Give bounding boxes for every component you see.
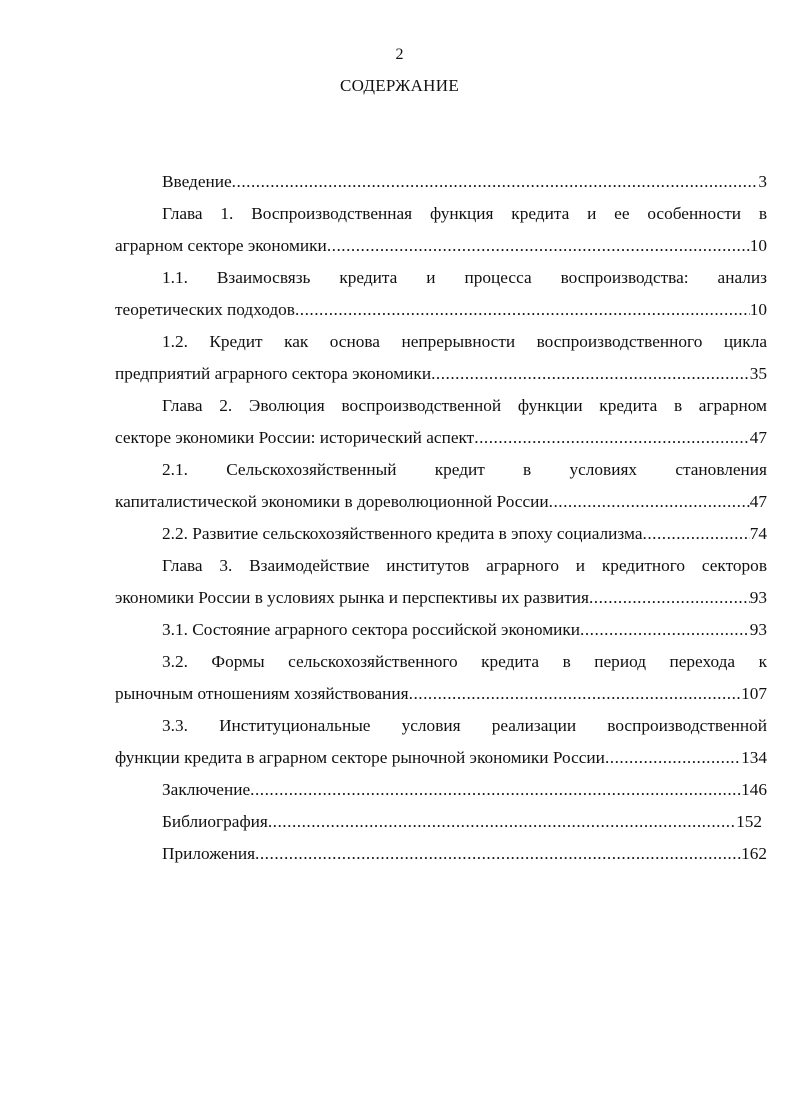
- toc-leader-dots: [255, 838, 741, 870]
- toc-leader-dots: [409, 678, 741, 710]
- toc-entry-page: 3: [758, 172, 767, 191]
- toc-entry-bibliography: [162, 806, 762, 838]
- toc-leader-dots: [232, 166, 759, 198]
- toc-entry-title: секторе экономики России: исторический аспект: [115, 428, 475, 447]
- toc-leader-dots: [643, 518, 750, 550]
- toc-entry-appendices: [162, 838, 767, 870]
- toc-entry-title: Библиография: [162, 812, 268, 831]
- toc-entry-chapter3: [115, 582, 767, 614]
- toc-entry-title: экономики России в условиях рынка и перспективы их развития: [115, 588, 589, 607]
- toc-leader-dots: [250, 774, 741, 806]
- toc-leader-dots: [589, 582, 750, 614]
- toc-entry-chapter1-lead: Глава 1. Воспроизводственная функция кредита и ее особенности в: [162, 204, 767, 223]
- toc-entry-conclusion: [162, 774, 767, 806]
- toc-entry-title: аграрном секторе экономики: [115, 236, 327, 255]
- toc-entry-2-2: [162, 518, 767, 550]
- toc-leader-dots: [580, 614, 750, 646]
- toc-entry-title: рыночным отношениям хозяйствования: [115, 684, 409, 703]
- toc-entry-intro: [162, 166, 767, 198]
- toc-entry-chapter1: [115, 230, 767, 262]
- toc-entry-title: Введение: [162, 172, 232, 191]
- toc-entry-title: Приложения: [162, 844, 256, 863]
- toc-entry-page: 47: [749, 492, 767, 511]
- toc-entry-page: 47: [749, 428, 767, 447]
- toc-entry-chapter2-lead: Глава 2. Эволюция воспроизводственной функции кредита в аграрном: [162, 396, 767, 415]
- toc-entry-3-1: [162, 614, 767, 646]
- toc-entry-2-1: [115, 486, 767, 518]
- toc-entry-page: 93: [749, 588, 767, 607]
- toc-entry-page: 10: [749, 236, 767, 255]
- toc-leader-dots: [605, 742, 741, 774]
- page-title: СОДЕРЖАНИЕ: [339, 76, 460, 95]
- toc-entry-title: предприятий аграрного сектора экономики: [115, 364, 432, 383]
- page-number: 2: [395, 46, 404, 63]
- toc-entry-title: Заключение: [162, 780, 251, 799]
- toc-leader-dots: [431, 358, 750, 390]
- toc-entry-3-3-lead: 3.3. Институциональные условия реализации воспроизводственной: [162, 716, 767, 735]
- toc-entry-1-1-lead: 1.1. Взаимосвязь кредита и процесса воспроизводства: анализ: [162, 268, 767, 287]
- toc-entry-page: 35: [749, 364, 767, 383]
- toc-entry-page: 93: [749, 620, 767, 639]
- toc-leader-dots: [549, 486, 750, 518]
- toc-entry-chapter3-lead: Глава 3. Взаимодействие институтов аграрного и кредитного секторов: [162, 556, 767, 575]
- toc-leader-dots: [474, 422, 749, 454]
- toc-entry-page: 10: [749, 300, 767, 319]
- toc-leader-dots: [327, 230, 750, 262]
- toc-entry-page: 74: [749, 524, 767, 543]
- toc-entry-title: капиталистической экономики в дореволюционной России: [115, 492, 549, 511]
- toc-leader-dots: [295, 294, 750, 326]
- toc-entry-2-1-lead: 2.1. Сельскохозяйственный кредит в условиях становления: [162, 460, 767, 479]
- toc-entry-3-3: [115, 742, 767, 774]
- toc-entry-3-2: [115, 678, 767, 710]
- toc-entry-page: 162: [741, 844, 767, 863]
- toc-entry-chapter2: [115, 422, 767, 454]
- toc-leader-dots: [268, 806, 736, 838]
- toc-entry-page: 152: [736, 812, 762, 831]
- toc-entry-page: 134: [741, 748, 767, 767]
- toc-entry-title: 3.1. Состояние аграрного сектора российской экономики: [162, 620, 581, 639]
- toc-entry-1-1: [115, 294, 767, 326]
- toc-entry-title: теоретических подходов: [115, 300, 295, 319]
- toc-entry-page: 146: [741, 780, 767, 799]
- toc-entry-1-2: [115, 358, 767, 390]
- toc-entry-title: 2.2. Развитие сельскохозяйственного кредита в эпоху социализма: [162, 524, 643, 543]
- toc-entry-title: функции кредита в аграрном секторе рыночной экономики России: [115, 748, 605, 767]
- toc-entry-page: 107: [741, 684, 767, 703]
- toc-entry-3-2-lead: 3.2. Формы сельскохозяйственного кредита в период перехода к: [162, 652, 767, 671]
- toc-entry-1-2-lead: 1.2. Кредит как основа непрерывности воспроизводственного цикла: [162, 332, 767, 351]
